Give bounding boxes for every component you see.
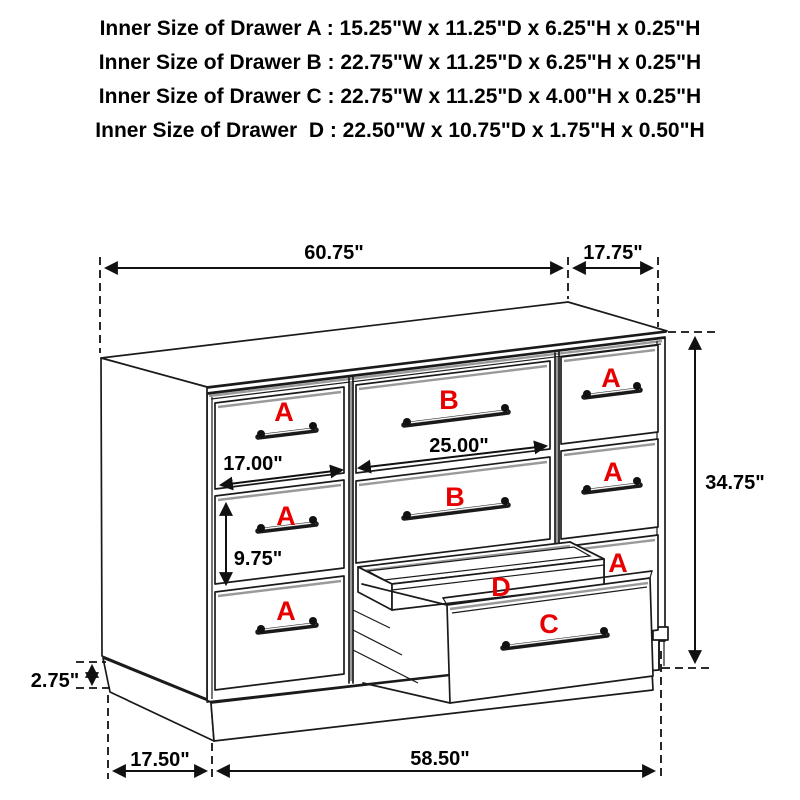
label-drawer-a2: A	[276, 501, 296, 531]
label-drawer-a3: A	[276, 596, 296, 626]
header-line-drawer-a: Inner Size of Drawer A : 15.25"W x 11.25"D x 6.25"H x 0.25"H	[99, 17, 701, 40]
label-drawer-a5: A	[603, 457, 623, 487]
label-drawer-b2: B	[445, 482, 465, 512]
dresser-left-side-panel	[101, 358, 207, 699]
header-line-drawer-c: Inner Size of Drawer C : 22.75"W x 11.25"D x 4.00"H x 0.25"H	[98, 85, 702, 108]
dim-base-height: 2.75"	[30, 670, 80, 692]
dim-base-width: 58.50"	[410, 748, 470, 770]
dresser-drawing	[101, 302, 668, 741]
label-drawer-c: C	[539, 609, 559, 639]
dim-drawer-b-width: 25.00"	[429, 435, 489, 457]
label-drawer-a4: A	[601, 363, 621, 393]
dim-drawer-height: 9.75"	[233, 548, 283, 570]
header-line-drawer-d: Inner Size of Drawer D : 22.50"W x 10.75"D x 1.75"H x 0.50"H	[95, 119, 705, 142]
label-drawer-a6: A	[608, 548, 628, 578]
label-drawer-a1: A	[274, 397, 294, 427]
label-drawer-b1: B	[439, 385, 459, 415]
dim-top-width: 60.75"	[304, 242, 364, 264]
header-line-drawer-b: Inner Size of Drawer B : 22.75"W x 11.25"D x 6.25"H x 0.25"H	[98, 51, 702, 74]
label-drawer-d: D	[491, 572, 511, 602]
dim-overall-height: 34.75"	[705, 472, 765, 494]
dim-base-depth: 17.50"	[130, 749, 190, 771]
dim-drawer-a-width: 17.00"	[223, 453, 283, 475]
dim-top-depth: 17.75"	[583, 242, 643, 264]
